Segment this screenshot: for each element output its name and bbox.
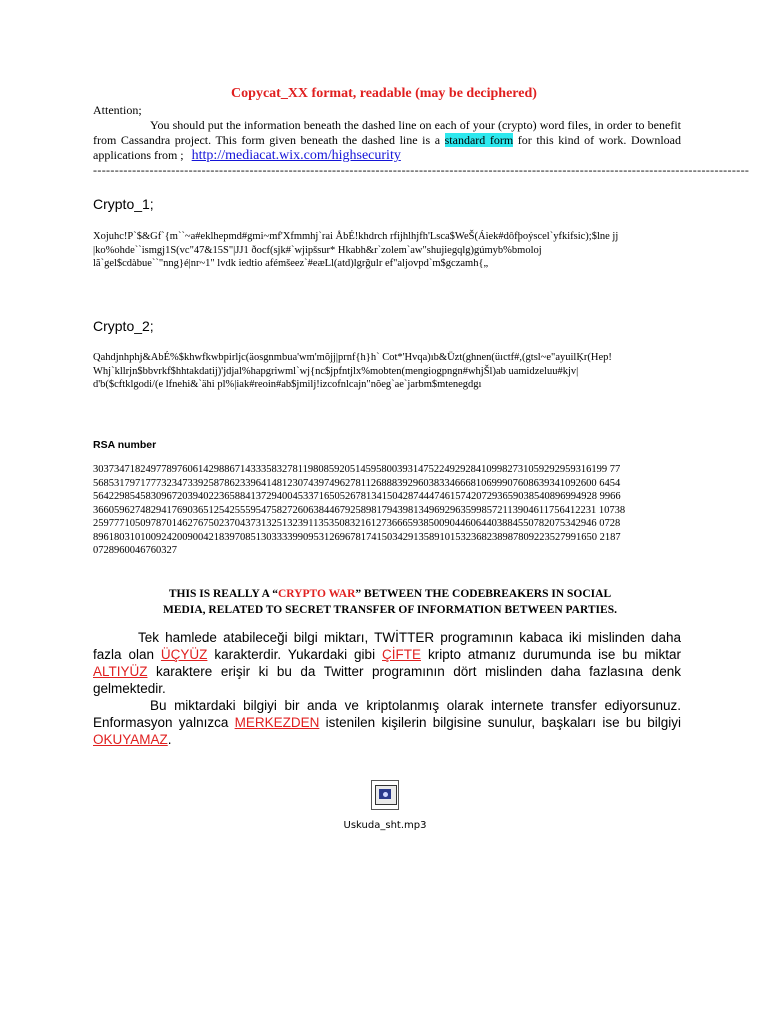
crypto-2-ciphertext: [93, 351, 683, 392]
keyword-okuyamaz: OKUYAMAZ: [93, 732, 168, 747]
download-link[interactable]: http://mediacat.wix.com/highsecurity: [191, 148, 401, 163]
intro-paragraph: [93, 118, 681, 163]
tr-text: Bu miktardaki bilgiyi bir anda ve kriptolanmış olarak internete transfer ediyorsunuz. Enformasyon yalnızca: [93, 698, 681, 730]
war-line-2: MEDIA, RELATED TO SECRET TRANSFER OF INFORMATION BETWEEN PARTIES.: [163, 604, 617, 616]
rsa-number-block: [93, 463, 683, 558]
cipher-line: d'b($cftklgodi/(e lfnehi&`ähi pl%|iak#reoin#ab$jmilj!izcofnlcajn"nõeg`ae`jarbm$mtenegdgı: [93, 379, 482, 390]
crypto-1-label: Crypto_1;: [93, 196, 154, 212]
rsa-line: 259777105097870146276750237043731325132391135350832161273666593850090446064403884550782075342946 0728: [93, 518, 621, 529]
rsa-line: 564229854583096720394022365884137294004533716505267813415042874447461574207293659038540896994928 9966: [93, 491, 621, 502]
cipher-line: |ko%ohde``ismgj1S(vc"47&15S"|JJ1 ðocf(sjk#`wjipšsur* Hkabh&r`zolem`aw"shujiegqlg)gúmyb%bmoloj: [93, 244, 542, 256]
tr-text: kripto atmanız durumunda ise bu miktar: [421, 647, 681, 662]
rsa-line: 896180310100924200900421839708513033339909531269678174150342913589101532368238987809223527991650 2187: [93, 531, 621, 543]
mp3-attachment[interactable]: [340, 780, 430, 831]
war-suffix: ” BETWEEN THE CODEBREAKERS IN SOCIAL: [355, 588, 612, 600]
attention-label: Attention;: [93, 103, 142, 117]
tr-text: karaktere erişir ki bu da Twitter programının dört mislinden daha fazlasına denk gelmektedir.: [93, 664, 681, 696]
keyword-cifte: ÇİFTE: [382, 647, 422, 662]
page-title: Copycat_XX format, readable (may be deciphered): [231, 86, 537, 101]
cipher-line: lã`gel$cdàbue``"nng}é|nr~1" lvdk iedtio afémšeez`#eæLl(atd)lgrğulr ef"aljovpd`m$gczamh{„: [93, 258, 489, 269]
crypto-war-statement: [100, 586, 680, 618]
rsa-line: 366059627482941769036512542555954758272606384467925898179439813496929635998572113904611756412231 10738: [93, 504, 626, 516]
crypto-war-highlight: CRYPTO WAR: [277, 588, 356, 600]
crypto-1-ciphertext: [93, 230, 683, 271]
rsa-line: 30373471824977897606142988671433358327811980859205145958003931475224929284109982731059292959316199 77: [93, 464, 621, 475]
keyword-ucyuz: ÜÇYÜZ: [160, 647, 208, 662]
media-player-glyph: [375, 785, 397, 805]
media-disc: [383, 792, 388, 797]
cipher-line: Whj`kllrjn$bbvrkf$hhtakdatij)'jdjal%hapgriwml`wj{nc$jpfntjlx%mobten(mengiogpngn#whjŠl)ab uamidzeluu#kjv|: [93, 365, 579, 377]
turkish-paragraph-1: [93, 629, 681, 697]
standard-form-highlight: standard form: [444, 133, 514, 147]
crypto-2-label: Crypto_2;: [93, 318, 154, 334]
media-file-icon[interactable]: [371, 780, 399, 810]
rsa-number-label: RSA number: [93, 439, 157, 451]
rsa-line: 0728960046760327: [93, 545, 177, 556]
intro-section: [93, 103, 681, 163]
keyword-altiyuz: ALTIYÜZ: [93, 664, 148, 679]
intro-text: You should put the information beneath the dashed line on each of your (crypto) word files, in order to benefit from Cassandra project. This form given beneath the dashed line is a: [93, 118, 681, 147]
cipher-line: Qahdjnhphj&AbÉ%$khwfkwbpirljc(äosgnmbua'wm'mõjj|prnf{h}h` Cot*'Hvqa)ıb&Üzt(ghnen(üıctf#,(gtsl~e"ayuilĶr(Hep!: [93, 352, 612, 363]
tr-text: istenilen kişilerin bilgisine sunulur, başkaları ise bu bilgiyi: [319, 715, 681, 730]
turkish-paragraph-2: [93, 697, 681, 748]
keyword-merkezden: MERKEZDEN: [234, 715, 320, 730]
dashed-separator: -------------------------------------------------------------------------------------------------------------------------------------------------------: [93, 163, 750, 177]
war-prefix: THIS IS REALLY A “: [168, 588, 278, 600]
intro-text-continued: for this kind of work. Download applications from ;: [93, 133, 681, 162]
tr-text: .: [167, 732, 172, 747]
tr-text: karakterdir. Yukardaki gibi: [207, 647, 383, 662]
rsa-line: 568531797177732347339258786233964148123074397496278112688839296038334666810699907608639341092600 6454: [93, 477, 621, 489]
turkish-text: [93, 629, 681, 748]
war-line-1: [100, 586, 680, 602]
tr-text: Tek hamlede atabileceği bilgi miktarı, TWİTTER programının kabaca iki mislinden daha fazla olan: [93, 630, 681, 662]
cipher-line: Xojuhc!P`$&Gf`{m``~a#eklhepmd#gmi~mf'Xfmmhj`rai ÅbÉ!khdrch rfijhlhjfh'Lsca$WeŠ(Áiek#dôfþoýscel`yfkifsic);$lne jj: [93, 231, 619, 242]
attachment-filename: Uskuda_sht.mp3: [343, 820, 427, 831]
